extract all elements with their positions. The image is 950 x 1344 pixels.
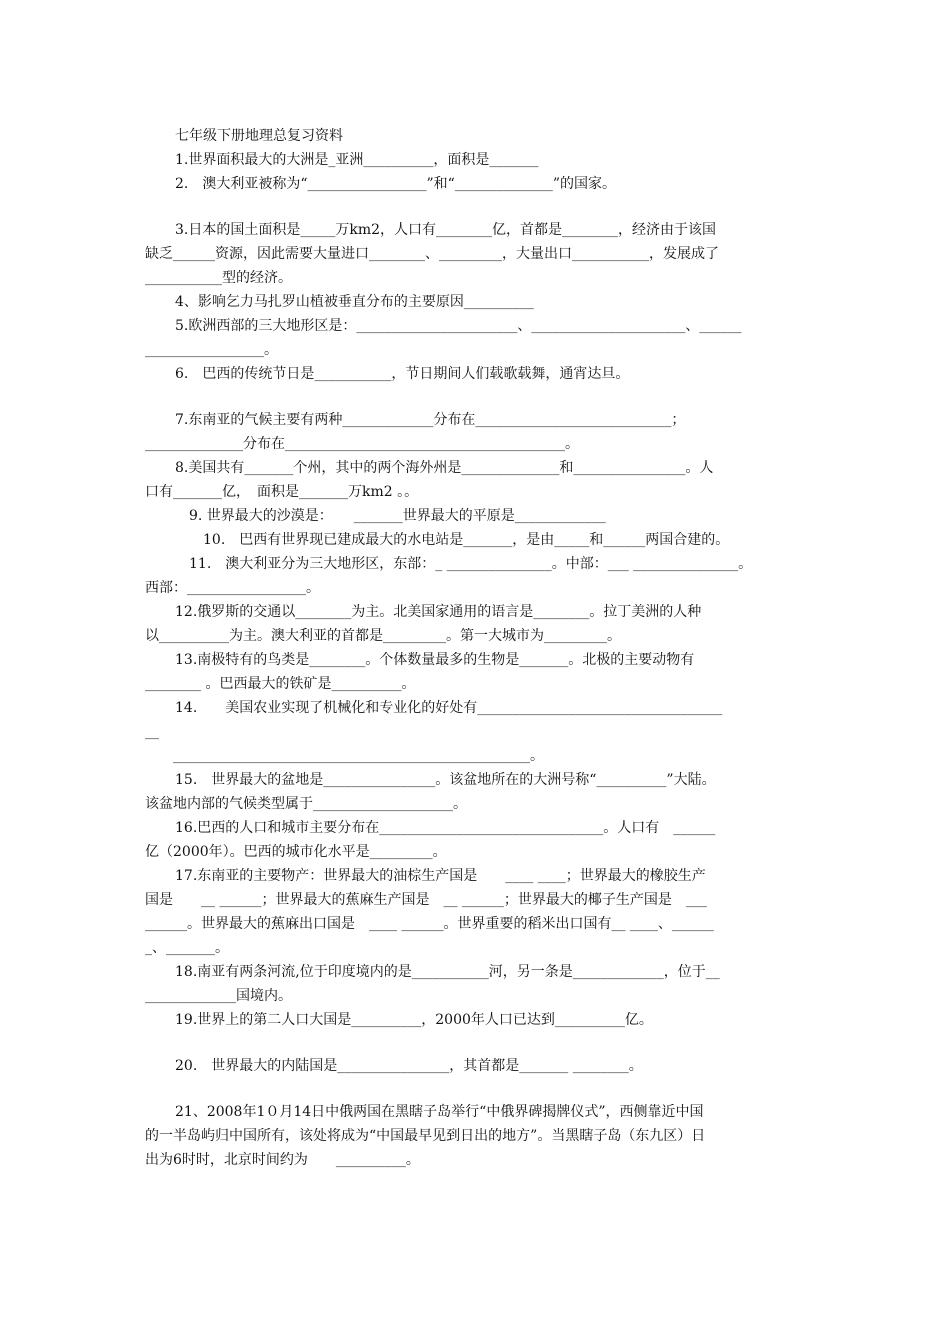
blank-line [145,1078,810,1100]
question-18-line-2: _____________国境内。 [145,988,292,1004]
question-6: 6. 巴西的传统节日是___________，节日期间人们载歌载舞，通宵达旦。 [175,366,630,382]
question-17-line-3: ______。世界最大的蕉麻出口国是 ____ ______。世界重要的稻米出口国有__ ____、______ [145,916,714,932]
question-10: 10. 巴西有世界现已建成最大的水电站是_______，是由_____和______两国合建的。 [175,532,730,548]
question-5-line-1: 5.欧洲西部的三大地形区是：_______________________、______________________、______ [175,318,742,334]
question-3-line-1: 3.日本的国土面积是_____万km2，人口有________亿，首都是________，经济由于该国 [175,222,717,238]
question-19: 19.世界上的第二人口大国是__________，2000年人口已达到__________亿。 [175,1012,653,1028]
question-17-line-2: 国是 __ ______；世界最大的蕉麻生产国是 __ ______；世界最大的椰子生产国是 ___ [145,892,707,908]
question-20: 20. 世界最大的内陆国是________________，其首都是_______ ________。 [175,1058,643,1074]
question-21-line-2: 的一半岛屿归中国所有，该处将成为“中国最早见到日出的地方”。当黑瞎子岛（东九区）日 [145,1128,706,1144]
question-12-line-2: 以__________为主。澳大利亚的首都是_________。第一大城市为_________。 [145,628,621,644]
question-15-line-2: 该盆地内部的气候类型属于____________________。 [145,796,467,812]
question-12-line-1: 12.俄罗斯的交通以________为主。北美国家通用的语言是________。拉丁美洲的人种 [175,604,702,620]
document-page [145,124,810,1172]
question-3-line-3: ___________型的经济。 [145,270,292,286]
question-21-line-1: 21、2008年1０月14日中俄两国在黑瞎子岛举行“中俄界碑揭牌仪式”，西侧靠近中国 [175,1104,704,1120]
question-11-line-2: 西部：_________________。 [145,580,320,596]
question-9: 9. 世界最大的沙漠是： _______世界最大的平原是_____________ [175,508,606,524]
question-16-line-2: 亿（2000年）。巴西的城市化水平是_________。 [145,844,447,860]
question-17-line-1: 17.东南亚的主要物产：世界最大的油棕生产国是 ____ ____；世界最大的橡胶生产 [175,868,706,884]
question-1: 1.世界面积最大的大洲是_亚洲__________，面积是_______ [175,152,539,168]
question-14-line-3: ___________________________________________________。 [145,748,544,764]
document-title: 七年级下册地理总复习资料 [175,128,343,144]
blank-line [145,386,810,408]
question-13-line-1: 13.南极特有的鸟类是________。个体数量最多的生物是_______。北极的主要动物有 [175,652,695,668]
blank-line [145,1032,810,1054]
question-21-line-3: 出为6时时，北京时间约为 __________。 [145,1152,420,1168]
question-14-line-2: __ [145,724,159,740]
question-16-line-1: 16.巴西的人口和城市主要分布在________________________________。人口有 ______ [175,820,716,836]
question-8-line-2: 口有_______亿， 面积是_______万km2 。。 [145,484,419,500]
question-3-line-2: 缺乏______资源，因此需要大量进口________、_________，大量出口___________，发展成了 [145,246,719,262]
question-4: 4、影响乞力马扎罗山植被垂直分布的主要原因__________ [175,294,534,310]
question-7-line-1: 7.东南亚的气候主要有两种_____________分布在____________________________； [175,412,686,428]
question-11-line-1: 11. 澳大利亚分为三大地形区，东部：_ _______________。中部：___ _______________。 [175,556,753,572]
question-15-line-1: 15. 世界最大的盆地是________________。该盆地所在的大洲号称“__________”大陆。 [175,772,716,788]
question-7-line-2: ______________分布在________________________________________。 [145,436,579,452]
question-13-line-2: ________ 。巴西最大的铁矿是__________。 [145,676,416,692]
question-2: 2. 澳大利亚被称为“_________________”和“______________”的国家。 [175,176,616,192]
blank-line [145,196,810,218]
question-17-line-4: _、_______。 [145,940,229,956]
question-8-line-1: 8.美国共有_______个州，其中的两个海外州是______________和________________。人 [175,460,714,476]
question-14-line-1: 14. 美国农业实现了机械化和专业化的好处有___________________________________ [175,700,723,716]
question-5-line-2: _________________。 [145,342,278,358]
question-18-line-1: 18.南亚有两条河流,位于印度境内的是___________河，另一条是_____________，位于__ [175,964,720,980]
